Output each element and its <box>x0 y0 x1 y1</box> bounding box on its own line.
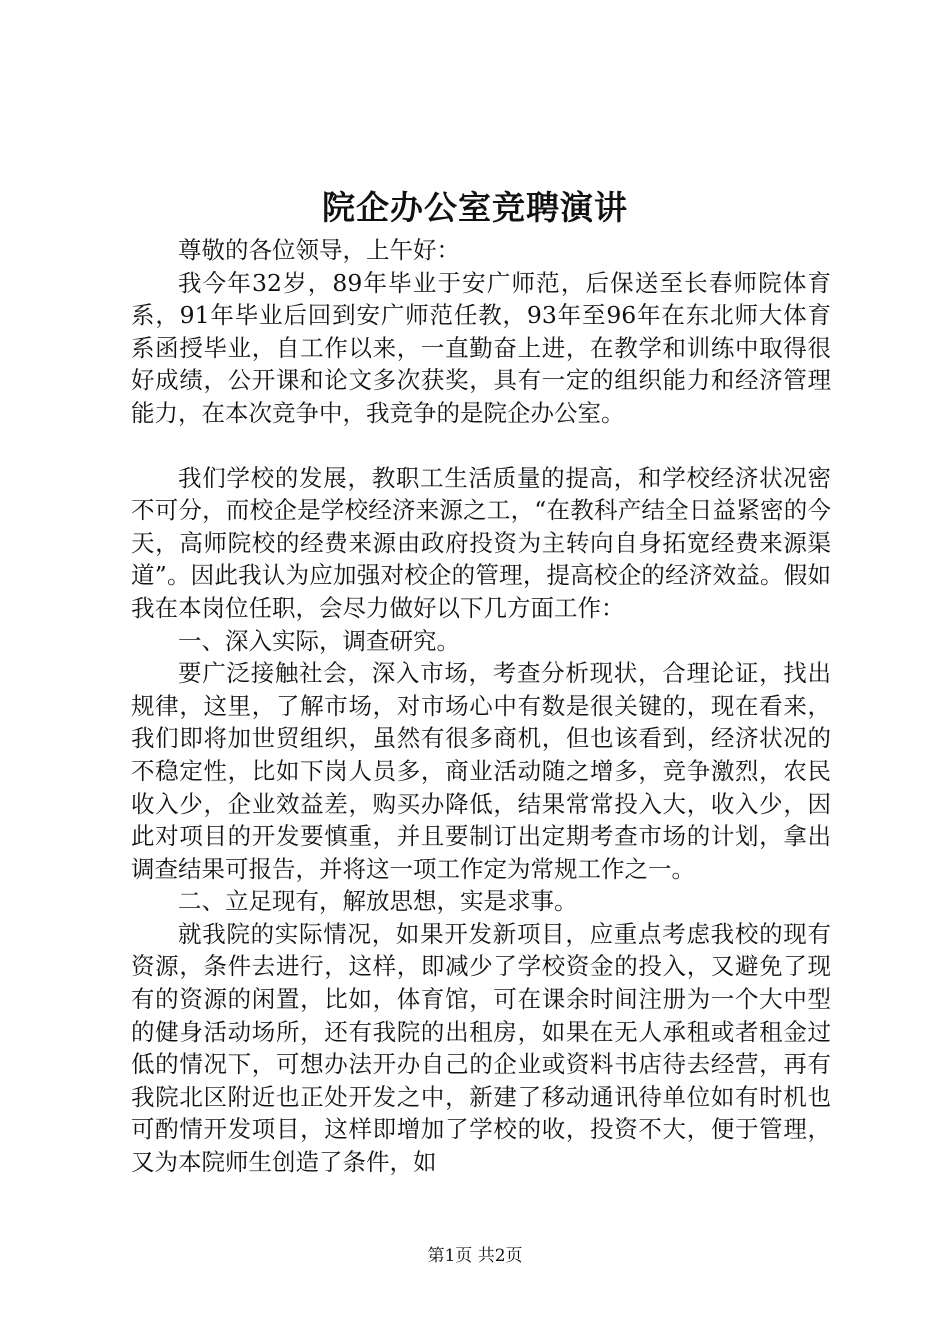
section-heading-2: 二、立足现有，解放思想，实是求事。 <box>178 887 578 916</box>
motivation-paragraph: 我们学校的发展，教职工生活质量的提高，和学校经济状况密不可分，而校企是学校经济来源之工，“在教科产结全日益紧密的今天，高师院校的经费来源由政府投资为主转向自身拓宽经费来源渠道”。因此我认为应加强对校企的管理，提高校企的经济效益。假如我在本岗位任职，会尽力做好以下几方面工作： <box>131 463 831 622</box>
section-1-paragraph: 要广泛接触社会，深入市场，考查分析现状，合理论证，找出规律，这里，了解市场，对市场心中有数是很关键的，现在看来，我们即将加世贸组织，虽然有很多商机，但也该看到，经济状况的不稳定性，比如下岗人员多，商业活动随之增多，竞争激烈，农民收入少，企业效益差，购买办降低，结果常常投入大，收入少，因此对项目的开发要慎重，并且要制订出定期考查市场的计划，拿出调查结果可报告，并将这一项工作定为常规工作之一。 <box>131 659 831 883</box>
section-2-paragraph: 就我院的实际情况，如果开发新项目，应重点考虑我校的现有资源，条件去进行，这样，即减少了学校资金的投入，又避免了现有的资源的闲置，比如，体育馆，可在课余时间注册为一个大中型的健身活动场所，还有我院的出租房，如果在无人承租或者租金过低的情况下，可想办法开办自己的企业或资料书店待去经营，再有我院北区附近也正处开发之中，新建了移动通讯待单位如有时机也可酌情开发项目，这样即增加了学校的收，投资不大，便于管理，又为本院师生创造了条件，如 <box>131 919 831 1177</box>
page-number-footer: 第1页 共2页 <box>427 1246 523 1266</box>
salutation-paragraph: 尊敬的各位领导，上午好： <box>178 236 460 264</box>
section-heading-1: 一、深入实际，调查研究。 <box>178 626 460 655</box>
document-title: 院企办公室竞聘演讲 <box>322 188 628 227</box>
self-introduction-paragraph: 我今年32岁，89年毕业于安广师范，后保送至长春师院体育系，91年毕业后回到安广师范任教，93年至96年在东北师大体育系函授毕业，自工作以来，一直勤奋上进，在教学和训练中取得很好成绩，公开课和论文多次获奖，具有一定的组织能力和经济管理能力，在本次竞争中，我竞争的是院企办公室。 <box>131 268 831 427</box>
document-body <box>131 234 831 1179</box>
